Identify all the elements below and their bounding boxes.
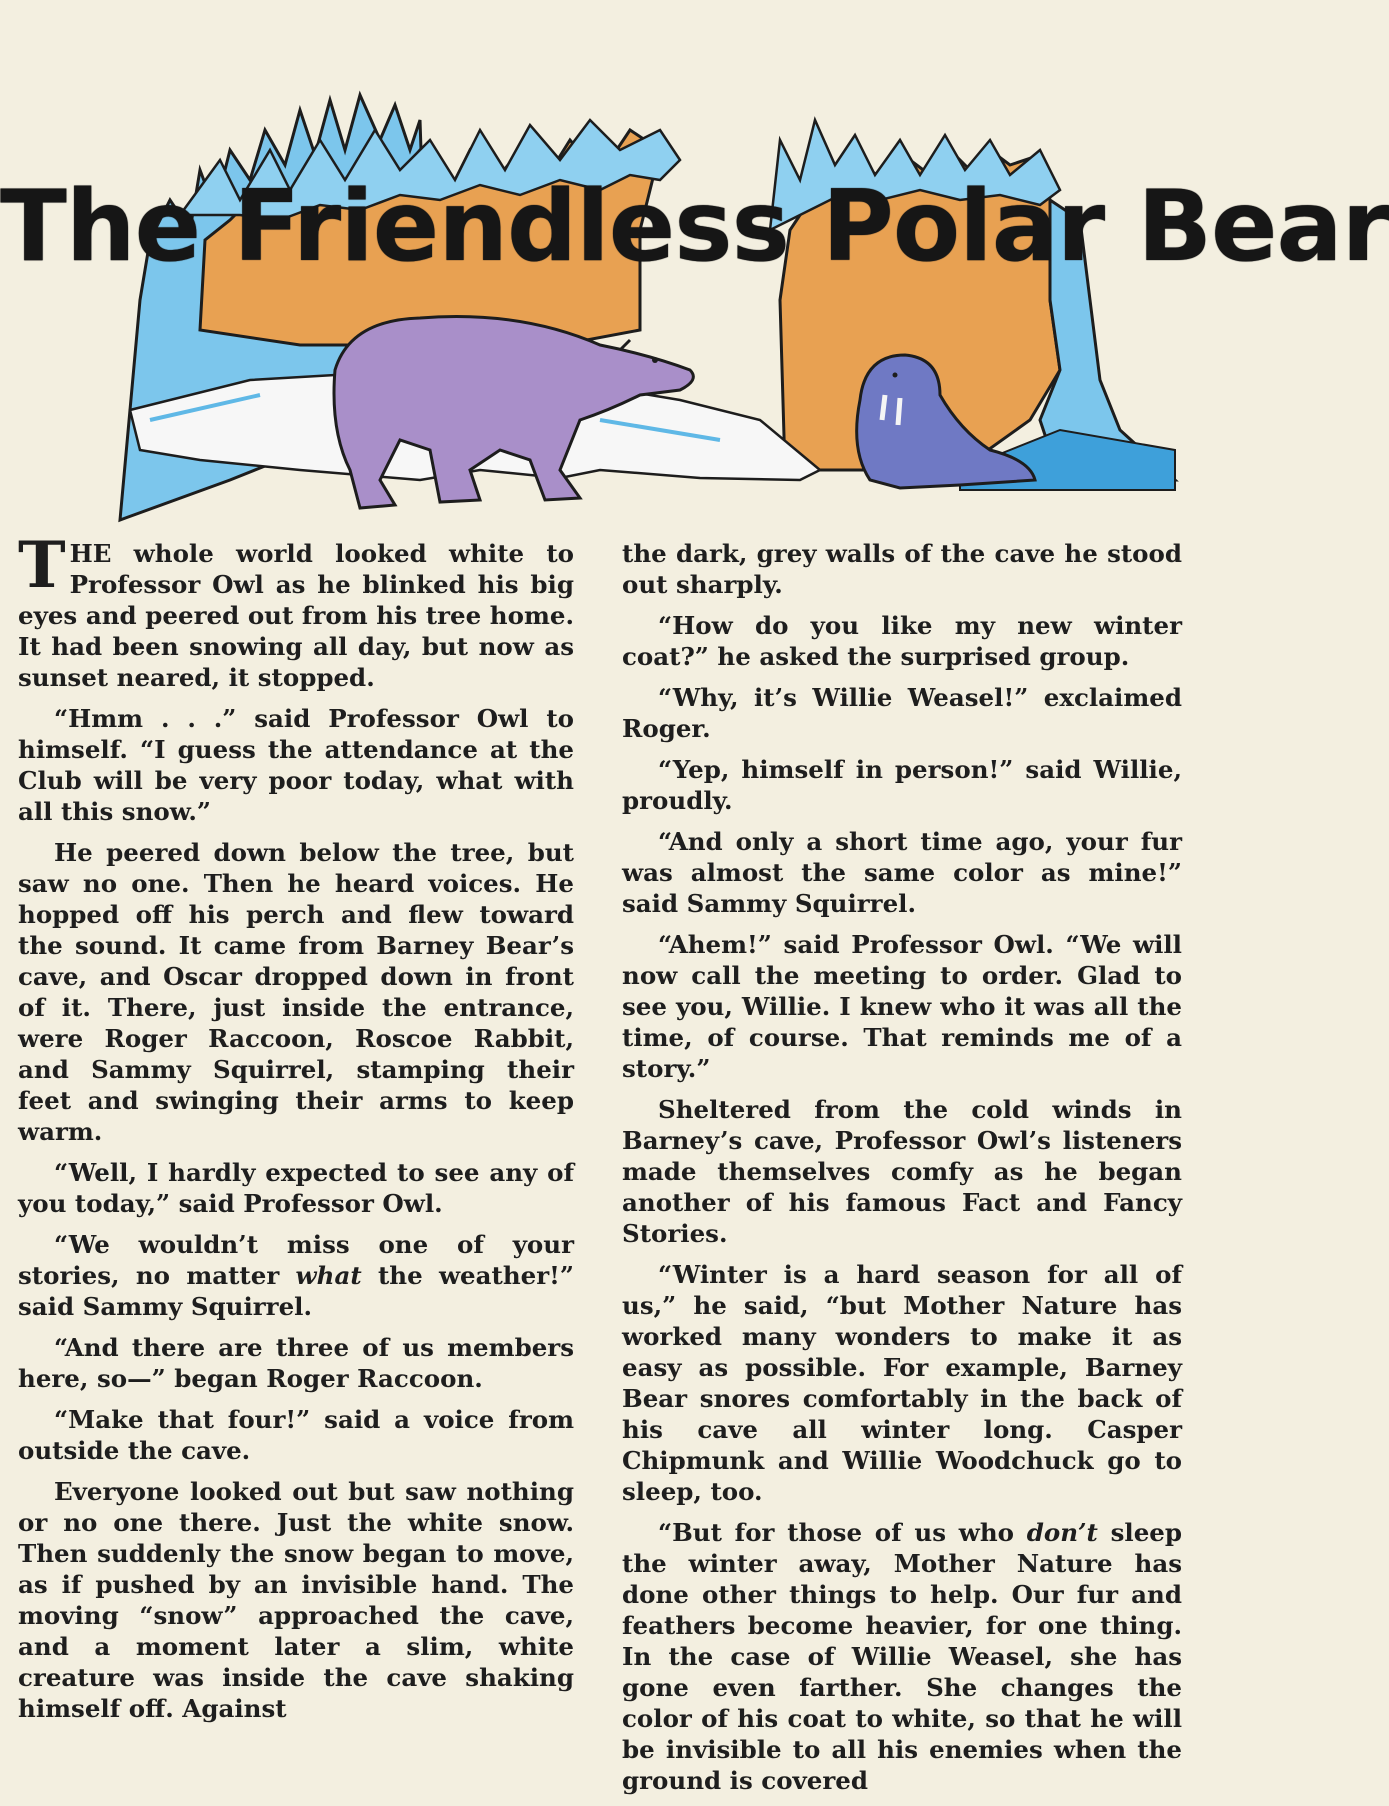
right-column	[622, 538, 1182, 1806]
paragraph: “Hmm . . .” said Professor Owl to himself. “I guess the attendance at the Club will be very poor today, what with all this snow.”	[18, 704, 574, 826]
drop-cap: T	[18, 528, 66, 603]
paragraph: the dark, grey walls of the cave he stood out sharply.	[622, 539, 1182, 599]
emphasis: don’t	[1026, 1518, 1098, 1547]
paragraph: “And there are three of us members here, so—” began Roger Raccoon.	[18, 1333, 574, 1393]
paragraph: “Well, I hardly expected to see any of you today,” said Professor Owl.	[18, 1158, 574, 1218]
paragraph	[622, 1517, 1182, 1796]
emphasis: what	[295, 1261, 362, 1290]
paragraph: “And only a short time ago, your fur was almost the same color as mine!” said Sammy Squirrel.	[622, 827, 1182, 918]
paragraph-text: “We wouldn’t miss one of your stories, no matter	[18, 1230, 574, 1290]
paragraph: “Make that four!” said a voice from outside the cave.	[18, 1405, 574, 1465]
paragraph	[18, 1229, 574, 1322]
paragraph	[18, 528, 574, 693]
paragraph: “Yep, himself in person!” said Willie, proudly.	[622, 755, 1182, 815]
paragraph: He peered down below the tree, but saw no one. Then he heard voices. He hopped off his perch and flew toward the sound. It came from Barney Bear’s cave, and Oscar dropped down in front of it. There, just inside the entrance, were Roger Raccoon, Roscoe Rabbit, and Sammy Squirrel, stamping their feet and swinging their arms to keep warm.	[18, 838, 574, 1146]
paragraph: Sheltered from the cold winds in Barney’s cave, Professor Owl’s listeners made themselves comfy as he began another of his famous Fact and Fancy Stories.	[622, 1095, 1182, 1248]
paragraph: “Ahem!” said Professor Owl. “We will now call the meeting to order. Glad to see you, Willie. I knew who it was all the time, of course. That reminds me of a story.”	[622, 930, 1182, 1083]
paragraph: “Why, it’s Willie Weasel!” exclaimed Roger.	[622, 683, 1182, 743]
paragraph-text: sleep the winter away, Mother Nature has done other things to help. Our fur and feathers become heavier, for one thing. In the case of Willie Weasel, she has gone even farther. She changes the color of his coat to white, so that he will be invisible to all his enemies when the ground is covered	[622, 1518, 1183, 1795]
paragraph: “Winter is a hard season for all of us,” he said, “but Mother Nature has worked many wonders to make it as easy as possible. For example, Barney Bear snores comfortably in the back of his cave all winter long. Casper Chipmunk and Willie Woodchuck go to sleep, too.	[622, 1260, 1182, 1506]
story-title: The Friendless Polar Bear	[0, 170, 1389, 284]
paragraph: Everyone looked out but saw nothing or no one there. Just the white snow. Then suddenly the snow began to move, as if pushed by an invisible hand. The moving “snow” approached the cave, and a moment later a slim, white creature was inside the cave shaking himself off. Against	[18, 1477, 574, 1723]
paragraph-text: HE whole world looked white to Professor Owl as he blinked his big eyes and peered out from his tree home. It had been snowing all day, but now as sunset neared, it stopped.	[18, 539, 574, 692]
paragraph: “How do you like my new winter coat?” he asked the surprised group.	[622, 611, 1182, 671]
paragraph-text: the weather!” said Sammy Squirrel.	[18, 1261, 574, 1321]
paragraph-text: “But for those of us who	[658, 1518, 1027, 1547]
left-column	[18, 528, 574, 1734]
